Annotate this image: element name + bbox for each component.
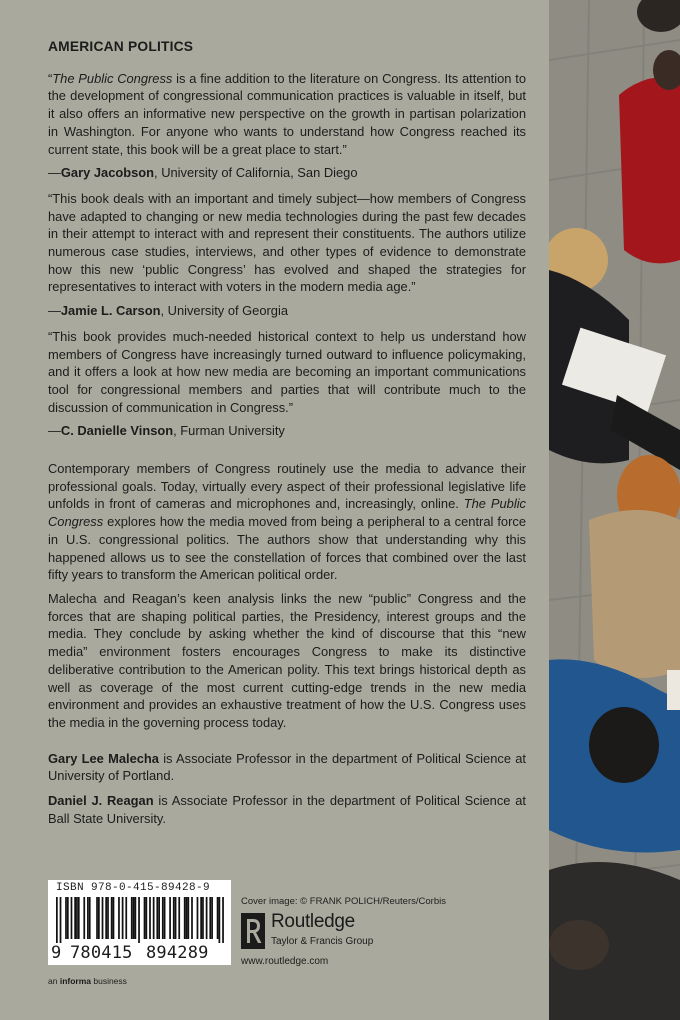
barcode-bar: [209, 897, 211, 939]
barcode-bar: [187, 897, 189, 939]
section-gap: [48, 448, 526, 460]
description-text: explores how the media moved from being a peripheral to a central force in U.S. congressional politics. The authors show that understanding why this happened allows us to see the constellation of forces that combined over the last fifty years to transform the American political order.: [48, 514, 526, 583]
endorsement-quote-3: “This book provides much-needed historical context to help us understand how members of Congress have increasingly turned outward to influence policymaking, and it offers a look at how new media are becoming an important communications tool for congressional members and parties that will contribute much to the discussion of communication in Congress.”: [48, 328, 526, 415]
barcode-bar: [197, 897, 199, 939]
author-bio-text: is Associate Professor in the department of Political Science at University of Portland.: [48, 750, 526, 784]
barcode-bar: [175, 897, 177, 939]
barcode-digit-group-2: 894289: [146, 943, 209, 963]
barcode-bar: [138, 897, 140, 943]
barcode-bar: [107, 897, 109, 939]
endorsement-quote-2: “This book deals with an important and timely subject—how members of Congress have adapted to changing or new media technologies during the past few decades in their attempt to interact with and represent their constituents. The authors utilize numerous case studies, interviews, and other types of evidence to demonstrate how this new ‘public Congress’ has evolved and shaped the strategies for representatives to interact with voters in the modern media age.”: [48, 190, 526, 295]
informa-prefix: an: [48, 976, 60, 986]
isbn-barcode: [48, 880, 231, 965]
routledge-r-logo-icon: [241, 913, 265, 949]
endorser-name: Jamie L. Carson: [60, 303, 161, 319]
barcode-bar: [217, 897, 219, 939]
barcode-bar: [145, 897, 147, 939]
barcode-bar: [211, 897, 213, 939]
barcode-bar: [178, 897, 180, 939]
barcode-bar: [222, 897, 224, 943]
attribution-dash: —: [48, 423, 61, 439]
barcode-bar: [96, 897, 98, 939]
book-title-italic: The Public Congress: [52, 70, 173, 86]
quote-open-mark: “: [48, 70, 53, 86]
informa-brand: informa: [59, 976, 91, 986]
isbn-label: ISBN 978-0-415-89428-9: [56, 882, 211, 894]
barcode-bar: [65, 897, 67, 939]
publisher-url: www.routledge.com: [241, 956, 329, 967]
endorsement-quote-1: [48, 70, 526, 159]
barcode-bar: [133, 897, 135, 939]
barcode-bar: [122, 897, 124, 939]
barcode-bar: [191, 897, 193, 939]
barcode-bar: [158, 897, 160, 939]
endorser-affiliation: , Furman University: [173, 423, 285, 439]
endorsement-attribution-1: [48, 164, 526, 182]
author-bio-1: [48, 750, 526, 785]
barcode-bar: [135, 897, 137, 939]
publisher-name: Routledge: [271, 911, 355, 932]
barcode-bar: [153, 897, 155, 939]
barcode-bar: [74, 897, 76, 939]
barcode-bar: [149, 897, 151, 939]
barcode-bar: [184, 897, 186, 939]
informa-suffix: business: [91, 976, 127, 986]
endorsement-attribution-2: [48, 302, 526, 320]
barcode-bar: [173, 897, 175, 939]
endorser-name: Gary Jacobson: [60, 165, 155, 181]
cover-image-credit: Cover image: © FRANK POLICH/Reuters/Corbis: [241, 896, 446, 907]
quote-body: is a fine addition to the literature on Congress. Its attention to the development of congressional communication practices is valuable in itself, but it also offers an informative new perspective on the growth in partisan polarization in Washington. For anyone who wants to understand how Congress reached its current state, this book will be a great place to start.”: [48, 70, 526, 157]
barcode-bar: [105, 897, 107, 939]
endorsement-attribution-3: [48, 422, 526, 440]
endorser-affiliation: , University of Georgia: [160, 303, 289, 319]
barcode-digit-group-1: 780415: [70, 943, 133, 963]
barcode-bar: [56, 897, 58, 943]
barcode-bar: [71, 897, 73, 939]
barcode-bar: [87, 897, 89, 939]
barcode-bar: [98, 897, 100, 939]
barcode-bar: [111, 897, 113, 939]
endorser-affiliation: , University of California, San Diego: [154, 165, 358, 181]
description-text: Contemporary members of Congress routinely use the media to advance their professional goals. Today, virtually every aspect of their professional legislative life unfolds in front of cameras and microphones and, increasingly, online.: [48, 461, 526, 512]
author-bio-text: is Associate Professor in the department of Political Science at Ball State University.: [48, 793, 526, 826]
barcode-bar: [67, 897, 69, 939]
informa-business-tag: [48, 976, 127, 986]
book-title-italic: The Public Congress: [48, 496, 526, 530]
author-bio-2: [48, 792, 526, 827]
barcode-bar: [125, 897, 127, 939]
barcode-digit-first: 9: [51, 943, 62, 963]
attribution-dash: —: [48, 165, 61, 181]
barcode-bar: [156, 897, 158, 939]
barcode-bar: [169, 897, 171, 939]
barcode-bar: [144, 897, 146, 939]
barcode-bar: [164, 897, 166, 939]
description-paragraph-1: [48, 460, 526, 584]
endorser-name: C. Danielle Vinson: [60, 423, 174, 439]
crowd-photo-illustration: [549, 0, 680, 1020]
author-name: Daniel J. Reagan: [48, 793, 154, 809]
barcode-bar: [118, 897, 120, 939]
barcode-bar: [60, 897, 62, 943]
barcode-bars: [56, 897, 224, 943]
barcode-bar: [206, 897, 208, 939]
series-title: AMERICAN POLITICS: [48, 39, 194, 54]
attribution-dash: —: [48, 303, 61, 319]
barcode-bar: [186, 897, 188, 939]
description-paragraph-2: Malecha and Reagan’s keen analysis links the new “public” Congress and the forces that are shaping political parties, the Presidency, interest groups and the media. They conclude by asking whether the kind of discourse that this “new media” environment fosters encourages Congress to make its distinctive deliberative contribution to the American polity. This text brings historical depth as well as coverage of the most current cutting-edge trends in the new media environment and provides an exhaustive treatment of how the U.S. Congress uses the media in the governing process today.: [48, 590, 526, 730]
barcode-bar: [202, 897, 204, 939]
barcode-bar: [102, 897, 104, 939]
barcode-bar: [200, 897, 202, 939]
barcode-bar: [78, 897, 80, 939]
barcode-bar: [219, 897, 221, 943]
back-cover-text: [48, 38, 526, 834]
author-name: Gary Lee Malecha: [48, 750, 159, 766]
publisher-subtitle: Taylor & Francis Group: [271, 936, 374, 947]
barcode-bar: [162, 897, 164, 939]
barcode-bar: [83, 897, 85, 939]
barcode-bar: [131, 897, 133, 939]
barcode-bar: [89, 897, 91, 939]
barcode-bar: [113, 897, 115, 939]
cover-photo-crowd: [549, 0, 680, 1020]
section-gap: [48, 738, 526, 750]
barcode-bar: [76, 897, 78, 939]
